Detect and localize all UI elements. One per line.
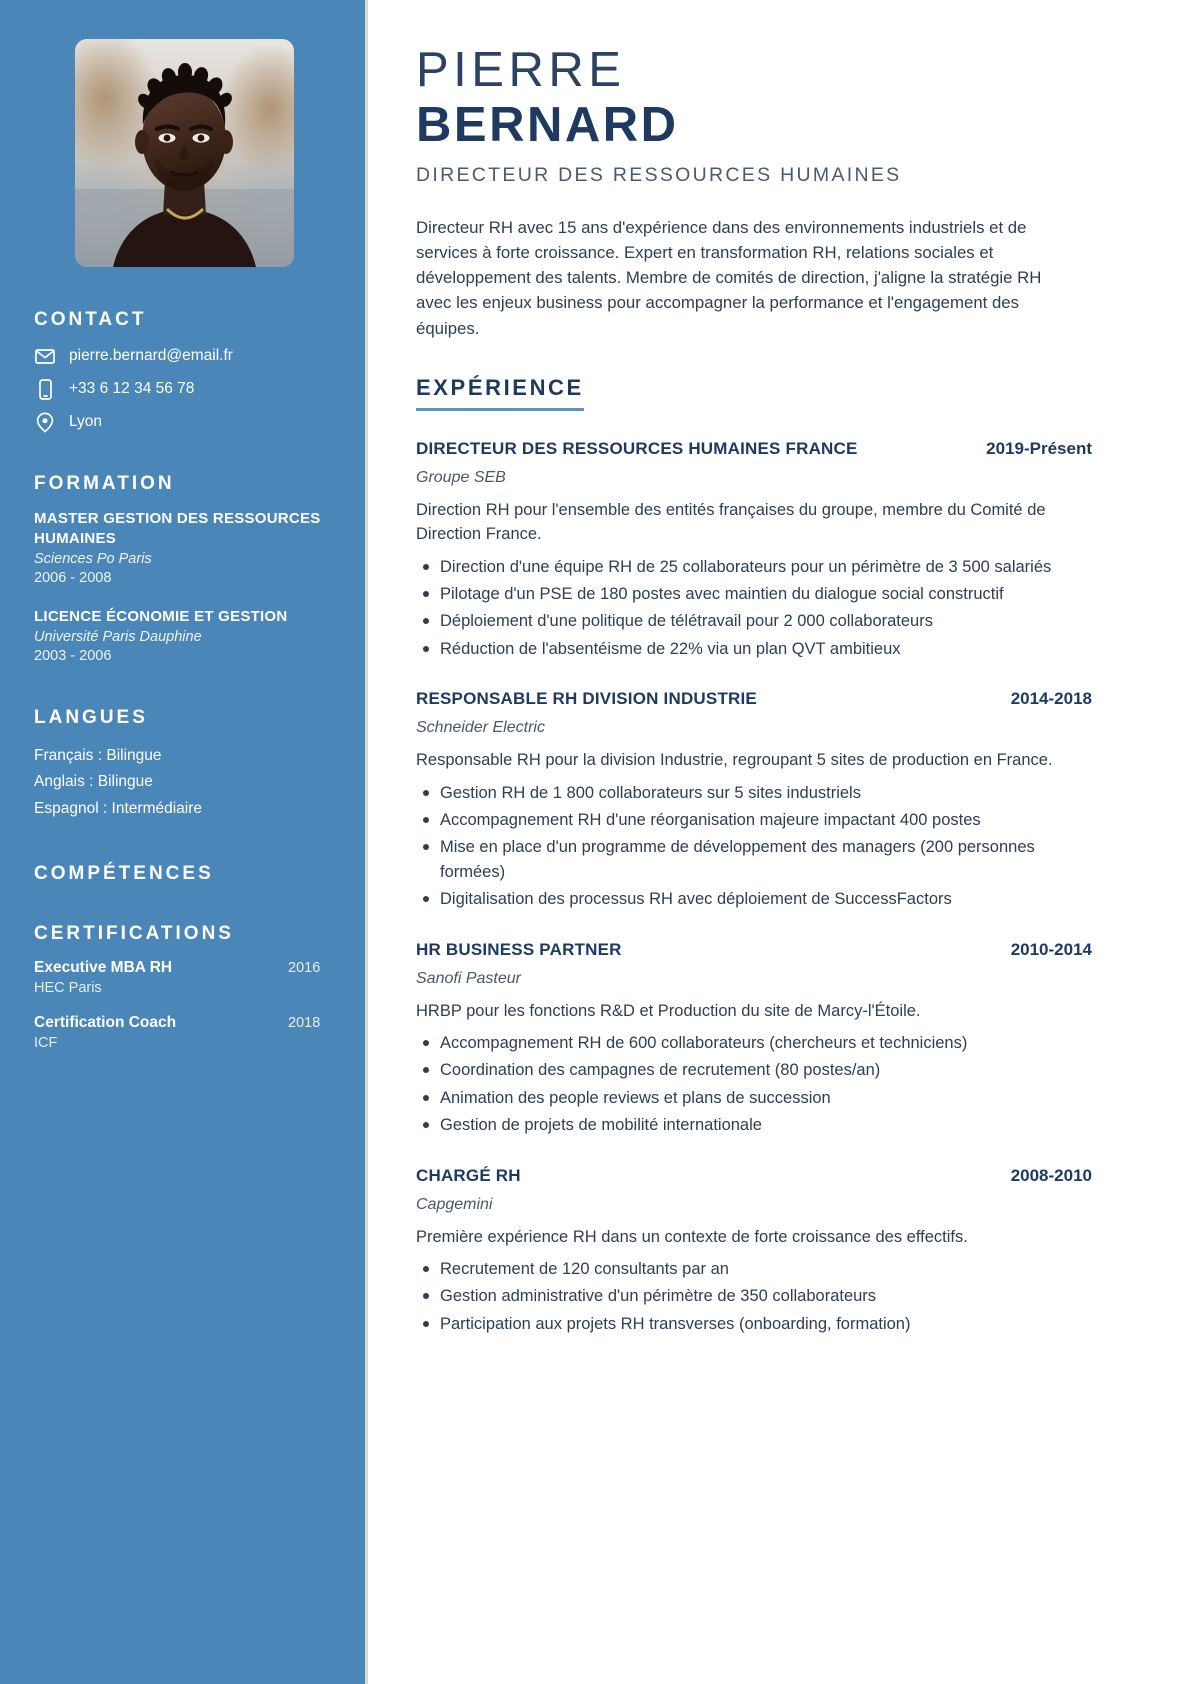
experience-bullets — [416, 781, 1092, 912]
experience-role: DIRECTEUR DES RESSOURCES HUMAINES FRANCE — [416, 438, 858, 458]
experience-item — [416, 439, 1092, 661]
contact-section — [34, 309, 334, 433]
experience-header — [416, 689, 1092, 709]
education-item — [34, 509, 334, 589]
language-item: Français : Bilingue — [34, 746, 162, 764]
certification-name: Executive MBA RH — [34, 959, 173, 977]
experience-bullet: Réduction de l'absentéisme de 22% via un plan QVT ambitieux — [416, 637, 1092, 661]
experience-company: Schneider Electric — [416, 719, 545, 737]
contact-email-row[interactable] — [34, 345, 334, 367]
certification-issuer: ICF — [34, 1035, 58, 1052]
competences-heading: COMPÉTENCES — [34, 863, 214, 885]
contact-phone-row[interactable] — [34, 378, 334, 400]
profile-photo-image — [75, 39, 294, 267]
experience-bullet: Pilotage d'un PSE de 180 postes avec maintien du dialogue social constructif — [416, 582, 1092, 606]
formation-heading: FORMATION — [34, 473, 175, 494]
sidebar — [0, 0, 368, 1684]
contact-phone-value: +33 6 12 34 56 78 — [69, 379, 195, 397]
experience-bullet: Digitalisation des processus RH avec déploiement de SuccessFactors — [416, 887, 1092, 911]
formation-section — [34, 473, 334, 667]
experience-header — [416, 439, 1092, 459]
certification-year: 2016 — [288, 960, 321, 977]
page-title — [416, 44, 1092, 152]
experience-header — [416, 940, 1092, 960]
professional-summary: Directeur RH avec 15 ans d'expérience dans des environnements industriels et de services à forte croissance. Expert en transformation RH, relations sociales et développement des talents. Membre de comités de direction, j'aligne la stratégie RH avec les enjeux business pour accompagner la performance et l'engagement des équipes. — [416, 217, 1042, 338]
language-item: Anglais : Bilingue — [34, 773, 153, 791]
first-name: PIERRE — [416, 43, 626, 97]
experience-bullet: Participation aux projets RH transverses (onboarding, formation) — [416, 1312, 1092, 1336]
education-degree: MASTER GESTION DES RESSOURCES HUMAINES — [34, 510, 321, 547]
envelope-icon — [34, 345, 56, 367]
experience-bullet: Animation des people reviews et plans de succession — [416, 1086, 1092, 1110]
avatar — [75, 39, 294, 267]
experience-bullet: Accompagnement RH d'une réorganisation majeure impactant 400 postes — [416, 808, 1092, 832]
experience-role: RESPONSABLE RH DIVISION INDUSTRIE — [416, 689, 757, 709]
experience-bullet: Gestion RH de 1 800 collaborateurs sur 5 sites industriels — [416, 781, 1092, 805]
certifications-section — [34, 923, 334, 1054]
contact-email-value: pierre.bernard@email.fr — [69, 346, 233, 364]
education-years: 2006 - 2008 — [34, 570, 112, 587]
experience-dates: 2008-2010 — [1010, 1165, 1092, 1185]
langues-heading: LANGUES — [34, 706, 148, 728]
certifications-heading: CERTIFICATIONS — [34, 923, 234, 945]
experience-description: Première expérience RH dans un contexte de forte croissance des effectifs. — [416, 1227, 968, 1246]
experience-bullets — [416, 1257, 1092, 1336]
experience-item — [416, 940, 1092, 1138]
experience-bullet: Recrutement de 120 consultants par an — [416, 1257, 1092, 1281]
certification-name: Certification Coach — [34, 1014, 177, 1032]
experience-bullet: Gestion de projets de mobilité internationale — [416, 1113, 1092, 1137]
experience-bullet: Accompagnement RH de 600 collaborateurs (chercheurs et techniciens) — [416, 1031, 1092, 1055]
certification-year: 2018 — [288, 1015, 321, 1032]
experience-header — [416, 1166, 1092, 1186]
experience-bullets — [416, 555, 1092, 662]
certification-row — [34, 1014, 334, 1032]
experience-description: Responsable RH pour la division Industrie, regroupant 5 sites de production en France. — [416, 751, 1053, 770]
education-school: Sciences Po Paris — [34, 550, 152, 567]
experience-role: CHARGÉ RH — [416, 1165, 521, 1185]
experience-bullet: Gestion administrative d'un périmètre de 350 collaborateurs — [416, 1284, 1092, 1308]
competences-section — [34, 863, 334, 885]
experience-bullets — [416, 1031, 1092, 1138]
experience-dates: 2014-2018 — [1010, 689, 1092, 709]
contact-heading: CONTACT — [34, 309, 147, 330]
experience-bullet: Déploiement d'une politique de télétravail pour 2 000 collaborateurs — [416, 609, 1092, 633]
langues-section — [34, 707, 334, 823]
education-school: Université Paris Dauphine — [34, 628, 202, 645]
experience-bullet: Direction d'une équipe RH de 25 collaborateurs pour un périmètre de 3 500 salariés — [416, 555, 1092, 579]
experience-description: Direction RH pour l'ensemble des entités françaises du groupe, membre du Comité de Direction France. — [416, 500, 1046, 544]
main-content — [368, 0, 1190, 1684]
certification-issuer: HEC Paris — [34, 980, 102, 997]
certification-row — [34, 959, 334, 977]
contact-location-row[interactable] — [34, 411, 334, 433]
headline-job-title: DIRECTEUR DES RESSOURCES HUMAINES — [416, 163, 902, 186]
phone-icon — [34, 378, 56, 400]
location-pin-icon — [34, 411, 56, 433]
experience-bullet: Mise en place d'un programme de développement des managers (200 personnes formées) — [416, 835, 1092, 884]
experience-item — [416, 1166, 1092, 1337]
experience-company: Sanofi Pasteur — [416, 969, 521, 987]
last-name: BERNARD — [416, 97, 679, 152]
experience-dates: 2019-Présent — [986, 438, 1092, 458]
experience-company: Capgemini — [416, 1195, 493, 1213]
experience-bullet: Coordination des campagnes de recrutement (80 postes/an) — [416, 1058, 1092, 1082]
education-degree: LICENCE ÉCONOMIE ET GESTION — [34, 607, 288, 625]
education-years: 2003 - 2006 — [34, 648, 112, 665]
experience-heading: EXPÉRIENCE — [416, 375, 584, 411]
certification-item — [34, 1014, 334, 1053]
experience-company: Groupe SEB — [416, 468, 506, 486]
experience-description: HRBP pour les fonctions R&D et Production du site de Marcy-l'Étoile. — [416, 1001, 921, 1020]
experience-item — [416, 689, 1092, 911]
education-item — [34, 607, 334, 667]
language-item: Espagnol : Intermédiaire — [34, 800, 203, 818]
experience-role: HR BUSINESS PARTNER — [416, 939, 622, 959]
experience-dates: 2010-2014 — [1010, 939, 1092, 959]
certification-item — [34, 959, 334, 998]
contact-location-value: Lyon — [69, 412, 103, 430]
